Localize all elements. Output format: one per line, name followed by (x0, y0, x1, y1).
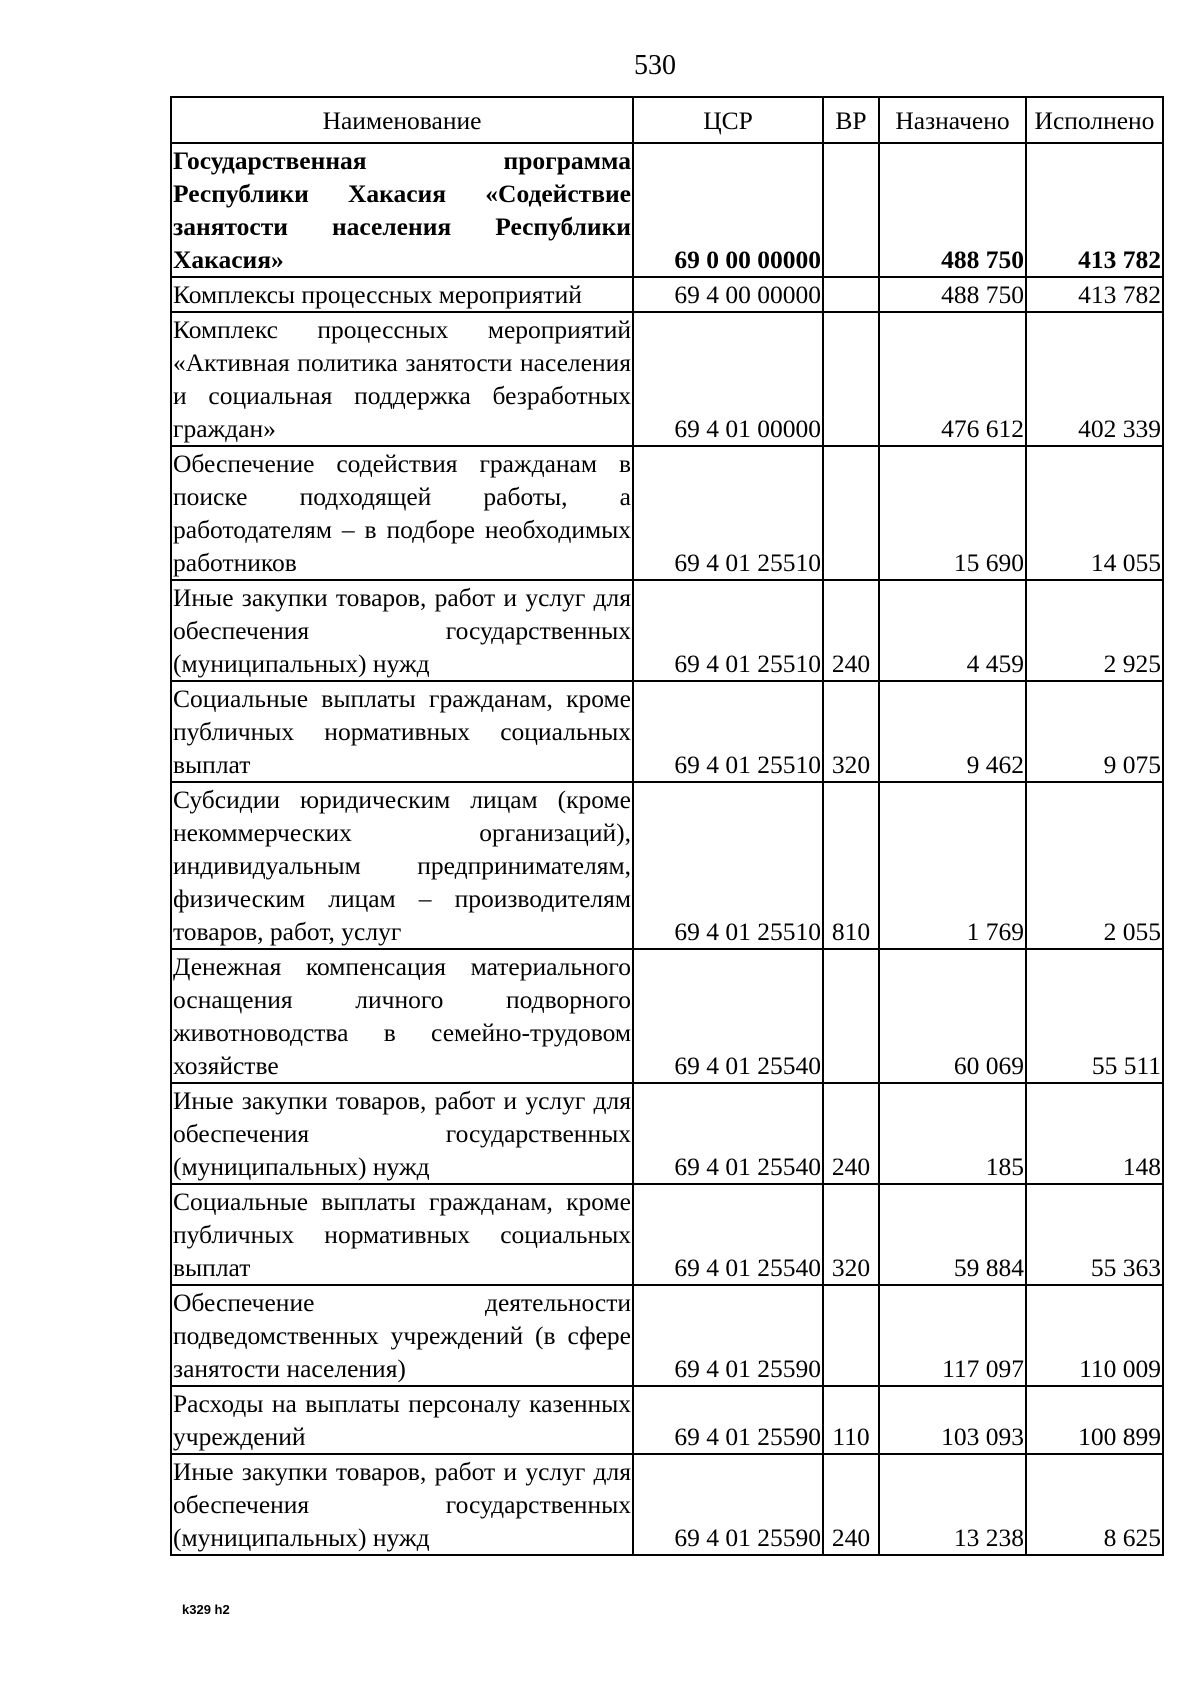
row-name: Обеспечение деятельности подведомственных учреждений (в сфере занятости населения) (171, 1285, 633, 1386)
row-vr (823, 143, 879, 277)
row-name: Денежная компенсация материального оснащения личного подворного животноводства в семейно-трудовом хозяйстве (171, 949, 633, 1083)
row-executed: 402 339 (1026, 312, 1163, 446)
table-row (171, 312, 1163, 446)
header-vr: ВР (823, 97, 879, 143)
row-vr (823, 446, 879, 580)
row-vr: 320 (823, 1184, 879, 1285)
row-vr: 240 (823, 580, 879, 681)
row-csr: 69 0 00 00000 (633, 143, 823, 277)
header-executed: Исполнено (1026, 97, 1163, 143)
table-row (171, 681, 1163, 782)
table-body (171, 143, 1163, 1555)
row-name: Социальные выплаты гражданам, кроме публичных нормативных социальных выплат (171, 681, 633, 782)
table-row (171, 1184, 1163, 1285)
row-assigned: 488 750 (879, 277, 1026, 312)
row-name: Иные закупки товаров, работ и услуг для обеспечения государственных (муниципальных) нужд (171, 1083, 633, 1184)
row-executed: 14 055 (1026, 446, 1163, 580)
header-name: Наименование (171, 97, 633, 143)
row-name: Социальные выплаты гражданам, кроме публичных нормативных социальных выплат (171, 1184, 633, 1285)
row-vr: 810 (823, 782, 879, 949)
row-vr (823, 312, 879, 446)
row-executed: 9 075 (1026, 681, 1163, 782)
row-assigned: 488 750 (879, 143, 1026, 277)
table-row (171, 1386, 1163, 1454)
row-name: Государственная программа Республики Хакасия «Содействие занятости населения Республики Хакасия» (171, 143, 633, 277)
footer-code: k329 h2 (182, 1602, 230, 1617)
header-row (171, 97, 1163, 143)
row-name: Иные закупки товаров, работ и услуг для обеспечения государственных (муниципальных) нужд (171, 1454, 633, 1555)
row-csr: 69 4 01 25510 (633, 782, 823, 949)
header-csr: ЦСР (633, 97, 823, 143)
row-csr: 69 4 01 00000 (633, 312, 823, 446)
row-assigned: 59 884 (879, 1184, 1026, 1285)
page-number: 530 (634, 50, 676, 81)
row-assigned: 1 769 (879, 782, 1026, 949)
row-name: Комплекс процессных мероприятий «Активная политика занятости населения и социальная поддержка безработных граждан» (171, 312, 633, 446)
row-executed: 413 782 (1026, 143, 1163, 277)
table-row (171, 1454, 1163, 1555)
row-executed: 55 511 (1026, 949, 1163, 1083)
row-assigned: 13 238 (879, 1454, 1026, 1555)
row-vr: 240 (823, 1454, 879, 1555)
table-row (171, 277, 1163, 312)
row-vr: 320 (823, 681, 879, 782)
row-csr: 69 4 01 25590 (633, 1285, 823, 1386)
row-executed: 55 363 (1026, 1184, 1163, 1285)
row-assigned: 476 612 (879, 312, 1026, 446)
table-row (171, 446, 1163, 580)
row-vr (823, 1285, 879, 1386)
row-csr: 69 4 00 00000 (633, 277, 823, 312)
row-vr (823, 949, 879, 1083)
row-csr: 69 4 01 25590 (633, 1454, 823, 1555)
table-row (171, 949, 1163, 1083)
table-row (171, 580, 1163, 681)
row-name: Иные закупки товаров, работ и услуг для обеспечения государственных (муниципальных) нужд (171, 580, 633, 681)
table-row (171, 1285, 1163, 1386)
row-csr: 69 4 01 25540 (633, 949, 823, 1083)
row-csr: 69 4 01 25590 (633, 1386, 823, 1454)
row-assigned: 117 097 (879, 1285, 1026, 1386)
row-csr: 69 4 01 25510 (633, 446, 823, 580)
table-row (171, 143, 1163, 277)
row-executed: 2 925 (1026, 580, 1163, 681)
row-executed: 100 899 (1026, 1386, 1163, 1454)
row-vr: 110 (823, 1386, 879, 1454)
row-name: Субсидии юридическим лицам (кроме некоммерческих организаций), индивидуальным предпринимателям, физическим лицам – производителям товаров, работ, услуг (171, 782, 633, 949)
row-csr: 69 4 01 25510 (633, 681, 823, 782)
row-csr: 69 4 01 25510 (633, 580, 823, 681)
row-executed: 148 (1026, 1083, 1163, 1184)
row-executed: 2 055 (1026, 782, 1163, 949)
table-row (171, 782, 1163, 949)
row-executed: 8 625 (1026, 1454, 1163, 1555)
row-name: Комплексы процессных мероприятий (171, 277, 633, 312)
row-assigned: 103 093 (879, 1386, 1026, 1454)
row-csr: 69 4 01 25540 (633, 1083, 823, 1184)
row-executed: 110 009 (1026, 1285, 1163, 1386)
row-assigned: 9 462 (879, 681, 1026, 782)
table-row (171, 1083, 1163, 1184)
row-name: Расходы на выплаты персоналу казенных учреждений (171, 1386, 633, 1454)
row-assigned: 185 (879, 1083, 1026, 1184)
header-assigned: Назначено (879, 97, 1026, 143)
budget-table (170, 96, 1164, 1556)
row-csr: 69 4 01 25540 (633, 1184, 823, 1285)
row-vr: 240 (823, 1083, 879, 1184)
row-executed: 413 782 (1026, 277, 1163, 312)
row-assigned: 4 459 (879, 580, 1026, 681)
table-header (171, 97, 1163, 143)
row-assigned: 60 069 (879, 949, 1026, 1083)
row-vr (823, 277, 879, 312)
row-name: Обеспечение содействия гражданам в поиске подходящей работы, а работодателям – в подборе необходимых работников (171, 446, 633, 580)
row-assigned: 15 690 (879, 446, 1026, 580)
